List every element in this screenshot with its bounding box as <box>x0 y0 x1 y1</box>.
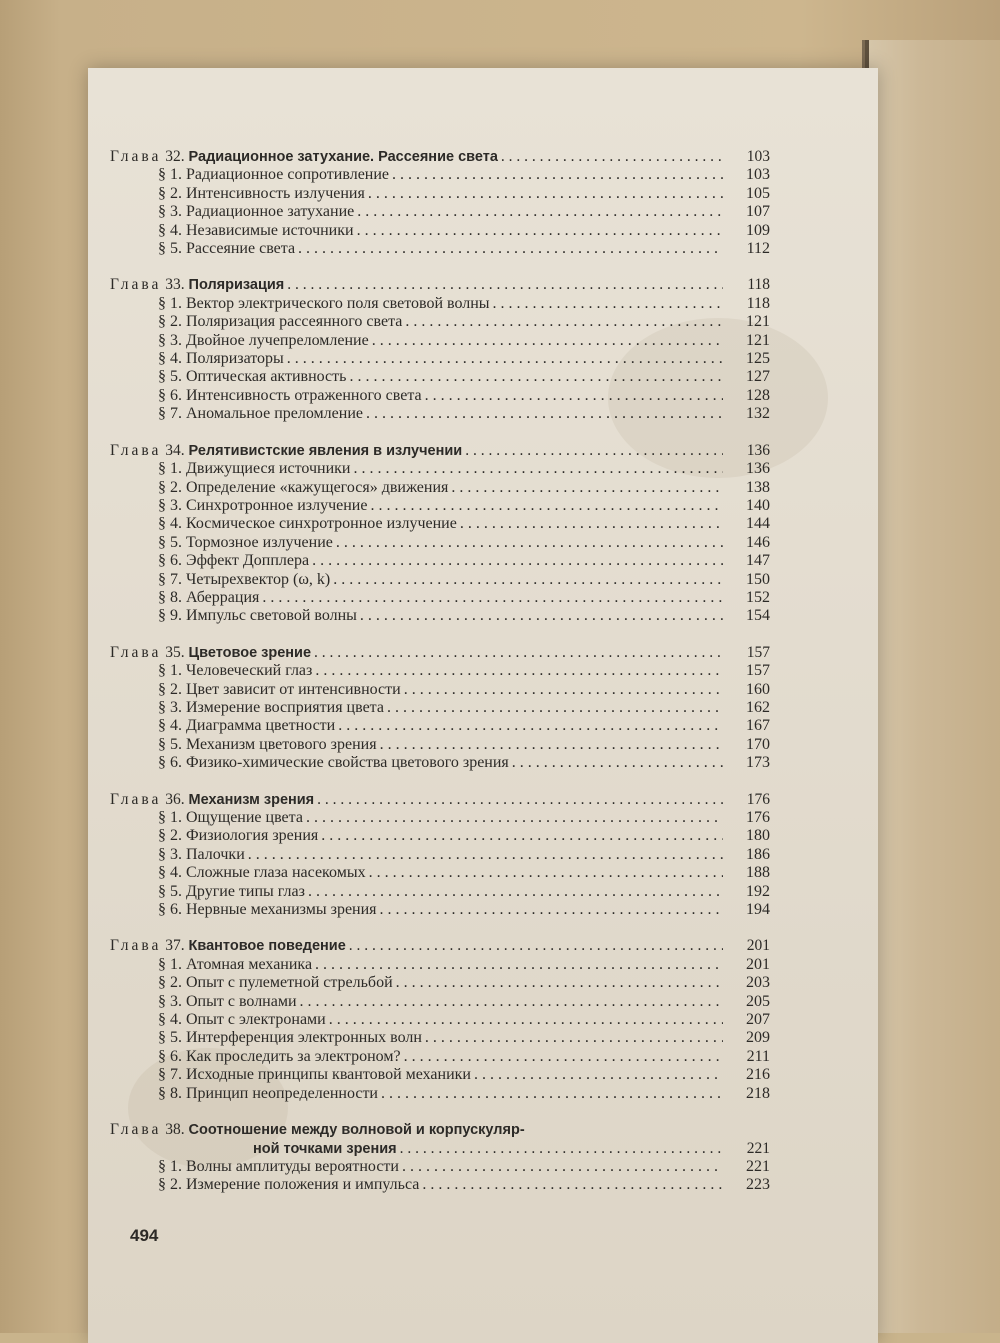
section-entry <box>110 405 770 423</box>
chapter-title: Цветовое зрение <box>188 644 312 661</box>
chapter-word: Глава <box>110 441 162 459</box>
section-title: Аномальное преломление <box>186 405 363 423</box>
section-page: 152 <box>746 588 770 606</box>
section-entry <box>110 662 770 680</box>
section-title: Импульс световой волны <box>186 607 357 625</box>
section-entry <box>110 222 770 240</box>
section-sign: § 4. <box>158 717 182 735</box>
chapter-block <box>110 442 770 626</box>
chapter-heading-continued <box>110 1140 770 1158</box>
section-entry <box>110 460 770 478</box>
leader-dots <box>370 497 723 515</box>
leader-dots <box>298 240 723 258</box>
section-title: Человеческий глаз <box>186 662 313 680</box>
section-title: Рассеяние света <box>186 240 296 258</box>
section-entry <box>110 1176 770 1194</box>
section-title: Атомная механика <box>186 955 313 973</box>
section-entry <box>110 827 770 845</box>
section-sign: § 2. <box>158 827 182 845</box>
chapter-heading <box>110 644 770 662</box>
chapter-title: Радиационное затухание. Рассеяние света <box>188 149 498 165</box>
section-entry <box>110 185 770 203</box>
leader-dots <box>392 166 723 184</box>
section-entry <box>110 883 770 901</box>
section-entry <box>110 350 770 368</box>
section-entry <box>110 1066 770 1084</box>
section-title: Измерение восприятия цвета <box>186 698 384 716</box>
section-title: Поляризаторы <box>186 350 284 368</box>
section-page: 136 <box>746 460 770 478</box>
leader-dots <box>396 974 723 992</box>
leader-dots <box>312 552 723 570</box>
section-page: 140 <box>746 496 770 514</box>
leader-dots <box>422 1176 723 1194</box>
section-sign: § 1. <box>158 294 182 312</box>
section-title: Оптическая активность <box>186 368 347 386</box>
section-sign: § 2. <box>158 313 182 331</box>
section-entry <box>110 1011 770 1029</box>
section-page: 209 <box>746 1029 770 1047</box>
section-title: Как проследить за электроном? <box>186 1047 401 1065</box>
chapter-title-line2: ной точками зрения <box>253 1140 397 1157</box>
leader-dots <box>336 534 723 552</box>
section-title: Интенсивность отраженного света <box>186 386 422 404</box>
chapter-number: 32. <box>165 148 185 165</box>
leader-dots <box>329 1011 723 1029</box>
section-sign: § 2. <box>158 974 182 992</box>
chapter-page: 176 <box>746 790 770 808</box>
section-sign: § 4. <box>158 515 182 533</box>
section-page: 221 <box>746 1157 770 1175</box>
leader-dots <box>501 148 723 166</box>
chapter-number: 36. <box>165 790 185 808</box>
section-title: Аберрация <box>186 588 260 606</box>
section-entry <box>110 166 770 184</box>
section-page: 107 <box>746 203 770 221</box>
page-number: 494 <box>130 1226 159 1245</box>
section-page: 160 <box>746 680 770 698</box>
section-sign: § 1. <box>158 166 182 184</box>
leader-dots <box>287 276 723 294</box>
chapter-page: 201 <box>746 937 770 955</box>
section-entry <box>110 699 770 717</box>
section-sign: § 1. <box>158 955 182 973</box>
section-page: 150 <box>746 570 770 588</box>
leader-dots <box>512 754 723 772</box>
chapter-heading <box>110 442 770 460</box>
section-entry <box>110 1158 770 1176</box>
section-entry <box>110 552 770 570</box>
section-sign: § 5. <box>158 368 182 386</box>
section-sign: § 1. <box>158 1157 182 1175</box>
leader-dots <box>380 901 723 919</box>
section-sign: § 6. <box>158 1047 182 1065</box>
leader-dots <box>349 937 723 955</box>
section-page: 173 <box>746 754 770 772</box>
section-page: 103 <box>746 166 770 184</box>
leader-dots <box>338 717 723 735</box>
section-sign: § 4. <box>158 1011 182 1029</box>
chapter-title: Механизм зрения <box>188 791 315 808</box>
section-title: Диаграмма цветности <box>186 717 336 735</box>
chapter-heading <box>110 937 770 955</box>
section-entry <box>110 864 770 882</box>
section-sign: § 2. <box>158 1176 182 1194</box>
chapter-page: 136 <box>746 441 770 459</box>
section-sign: § 6. <box>158 754 182 772</box>
leader-dots <box>353 460 723 478</box>
leader-dots <box>317 791 723 809</box>
section-entry <box>110 681 770 699</box>
leader-dots <box>308 883 723 901</box>
section-sign: § 1. <box>158 662 182 680</box>
section-title: Опыт с волнами <box>186 992 297 1010</box>
section-page: 180 <box>746 827 770 845</box>
leader-dots <box>425 387 723 405</box>
section-page: 218 <box>746 1084 770 1102</box>
leader-dots <box>306 809 723 827</box>
next-page-edge <box>862 40 1000 1333</box>
section-page: 118 <box>746 294 770 312</box>
chapter-heading <box>110 276 770 294</box>
section-page: 203 <box>746 974 770 992</box>
section-entry <box>110 956 770 974</box>
section-entry <box>110 313 770 331</box>
leader-dots <box>400 1140 723 1158</box>
leader-dots <box>381 1085 723 1103</box>
section-entry <box>110 515 770 533</box>
section-entry <box>110 717 770 735</box>
chapter-heading <box>110 791 770 809</box>
chapter-page: 103 <box>746 148 770 165</box>
section-sign: § 8. <box>158 588 182 606</box>
section-sign: § 2. <box>158 478 182 496</box>
section-title: Физико-химические свойства цветового зрения <box>186 754 509 772</box>
section-entry <box>110 479 770 497</box>
section-sign: § 3. <box>158 992 182 1010</box>
chapter-word: Глава <box>110 1121 162 1139</box>
section-title: Четырехвектор (ω, k) <box>186 570 331 588</box>
section-page: 162 <box>746 698 770 716</box>
section-sign: § 1. <box>158 809 182 826</box>
section-page: 121 <box>746 313 770 331</box>
section-sign: § 3. <box>158 845 182 863</box>
section-page: 170 <box>746 735 770 753</box>
leader-dots <box>474 1066 723 1084</box>
leader-dots <box>314 644 723 662</box>
section-page: 109 <box>746 221 770 239</box>
section-page: 121 <box>746 331 770 349</box>
section-entry <box>110 974 770 992</box>
section-page: 132 <box>746 405 770 423</box>
section-entry <box>110 607 770 625</box>
section-title: Вектор электрического поля световой волны <box>186 294 490 312</box>
section-entry <box>110 1029 770 1047</box>
section-page: 157 <box>746 662 770 680</box>
section-title: Волны амплитуды вероятности <box>186 1157 399 1175</box>
chapter-block <box>110 644 770 773</box>
section-title: Поляризация рассеянного света <box>186 313 403 331</box>
leader-dots <box>369 864 723 882</box>
leader-dots <box>402 1158 723 1176</box>
leader-dots <box>287 350 723 368</box>
chapter-word: Глава <box>110 148 162 165</box>
section-title: Радиационное затухание <box>186 203 355 221</box>
leader-dots <box>425 1029 723 1047</box>
leader-dots <box>405 313 723 331</box>
section-entry <box>110 901 770 919</box>
chapter-block <box>110 276 770 423</box>
section-entry <box>110 1085 770 1103</box>
table-of-contents <box>110 148 770 1213</box>
section-title: Исходные принципы квантовой механики <box>186 1066 471 1084</box>
section-sign: § 3. <box>158 496 182 514</box>
section-title: Механизм цветового зрения <box>186 735 377 753</box>
leader-dots <box>349 368 723 386</box>
section-sign: § 5. <box>158 533 182 551</box>
section-sign: § 4. <box>158 350 182 368</box>
leader-dots <box>380 736 723 754</box>
section-title: Тормозное излучение <box>186 533 333 551</box>
section-sign: § 5. <box>158 1029 182 1047</box>
section-title: Физиология зрения <box>186 827 319 845</box>
section-entry <box>110 1048 770 1066</box>
leader-dots <box>387 699 723 717</box>
section-page: 211 <box>746 1047 770 1065</box>
section-sign: § 2. <box>158 680 182 698</box>
section-sign: § 3. <box>158 203 182 221</box>
chapter-page: 221 <box>746 1139 770 1157</box>
section-title: Синхротронное излучение <box>186 496 368 514</box>
section-title: Определение «кажущегося» движения <box>186 478 449 496</box>
section-page: 176 <box>746 809 770 826</box>
section-sign: § 7. <box>158 570 182 588</box>
chapter-page: 157 <box>746 643 770 661</box>
chapter-word: Глава <box>110 937 162 955</box>
section-title: Цвет зависит от интенсивности <box>186 680 401 698</box>
chapter-word: Глава <box>110 790 162 808</box>
section-entry <box>110 846 770 864</box>
section-entry <box>110 589 770 607</box>
section-title: Ощущение цвета <box>186 809 303 826</box>
section-entry <box>110 809 770 827</box>
leader-dots <box>315 662 723 680</box>
chapter-block <box>110 937 770 1103</box>
section-title: Опыт с электронами <box>186 1011 326 1029</box>
chapter-number: 35. <box>165 643 185 661</box>
section-title: Принцип неопределенности <box>186 1084 378 1102</box>
section-page: 216 <box>746 1066 770 1084</box>
section-sign: § 7. <box>158 405 182 423</box>
chapter-page: 118 <box>747 276 770 294</box>
section-title: Другие типы глаз <box>186 882 305 900</box>
chapter-title: Поляризация <box>188 277 285 294</box>
leader-dots <box>333 571 723 589</box>
section-title: Нервные механизмы зрения <box>186 901 377 919</box>
section-title: Эффект Допплера <box>186 552 310 570</box>
leader-dots <box>357 203 723 221</box>
chapter-word: Глава <box>110 276 162 294</box>
section-title: Опыт с пулеметной стрельбой <box>186 974 393 992</box>
section-page: 154 <box>746 607 770 625</box>
section-entry <box>110 736 770 754</box>
section-page: 127 <box>746 368 770 386</box>
leader-dots <box>321 827 723 845</box>
section-entry <box>110 240 770 258</box>
section-sign: § 5. <box>158 735 182 753</box>
section-page: 128 <box>746 386 770 404</box>
section-title: Измерение положения и импульса <box>186 1176 420 1194</box>
chapter-block <box>110 148 770 258</box>
chapter-heading <box>110 1121 770 1139</box>
section-sign: § 3. <box>158 331 182 349</box>
leader-dots <box>404 1048 723 1066</box>
section-sign: § 4. <box>158 221 182 239</box>
section-title: Двойное лучепреломление <box>186 331 369 349</box>
section-title: Радиационное сопротивление <box>186 166 390 184</box>
section-entry <box>110 571 770 589</box>
chapter-block <box>110 1121 770 1195</box>
section-page: 138 <box>746 478 770 496</box>
section-entry <box>110 368 770 386</box>
section-sign: § 1. <box>158 460 182 478</box>
leader-dots <box>451 479 723 497</box>
leader-dots <box>315 956 723 974</box>
section-sign: § 9. <box>158 607 182 625</box>
section-page: 201 <box>746 955 770 973</box>
section-page: 112 <box>746 240 770 258</box>
section-page: 192 <box>746 882 770 900</box>
section-page: 147 <box>746 552 770 570</box>
chapter-number: 38. <box>165 1121 185 1139</box>
section-sign: § 7. <box>158 1066 182 1084</box>
section-entry <box>110 754 770 772</box>
section-entry <box>110 497 770 515</box>
leader-dots <box>366 405 723 423</box>
section-page: 167 <box>746 717 770 735</box>
section-page: 223 <box>746 1176 770 1194</box>
chapter-heading <box>110 148 770 166</box>
section-title: Интенсивность излучения <box>186 184 365 202</box>
section-page: 105 <box>746 184 770 202</box>
section-entry <box>110 387 770 405</box>
section-page: 186 <box>746 845 770 863</box>
section-page: 125 <box>746 350 770 368</box>
section-title: Интерференция электронных волн <box>186 1029 422 1047</box>
section-title: Сложные глаза насекомых <box>186 864 366 882</box>
section-page: 207 <box>746 1011 770 1029</box>
section-sign: § 6. <box>158 552 182 570</box>
chapter-title: Квантовое поведение <box>188 938 346 955</box>
section-entry <box>110 332 770 350</box>
leader-dots <box>368 185 723 203</box>
chapter-number: 33. <box>165 276 185 294</box>
section-entry <box>110 534 770 552</box>
chapter-block <box>110 791 770 920</box>
chapter-number: 37. <box>165 937 185 955</box>
chapter-word: Глава <box>110 643 162 661</box>
chapter-title: Релятивистские явления в излучении <box>188 442 463 459</box>
section-sign: § 8. <box>158 1084 182 1102</box>
section-entry <box>110 295 770 313</box>
section-page: 194 <box>746 901 770 919</box>
section-sign: § 4. <box>158 864 182 882</box>
section-title: Движущиеся источники <box>186 460 351 478</box>
section-sign: § 5. <box>158 240 182 258</box>
leader-dots <box>360 607 723 625</box>
section-page: 188 <box>746 864 770 882</box>
leader-dots <box>300 993 723 1011</box>
leader-dots <box>262 589 723 607</box>
section-title: Космическое синхротронное излучение <box>186 515 457 533</box>
section-sign: § 3. <box>158 698 182 716</box>
section-sign: § 5. <box>158 882 182 900</box>
leader-dots <box>493 295 723 313</box>
section-entry <box>110 993 770 1011</box>
section-sign: § 6. <box>158 901 182 919</box>
leader-dots <box>248 846 723 864</box>
chapter-title: Соотношение между волновой и корпускуляр- <box>188 1122 525 1139</box>
leader-dots <box>460 515 723 533</box>
section-sign: § 2. <box>158 184 182 202</box>
section-entry <box>110 203 770 221</box>
leader-dots <box>357 222 723 240</box>
leader-dots <box>404 681 723 699</box>
chapter-number: 34. <box>165 441 185 459</box>
section-title: Независимые источники <box>186 221 354 239</box>
leader-dots <box>372 332 723 350</box>
section-sign: § 6. <box>158 386 182 404</box>
leader-dots <box>465 442 723 460</box>
section-title: Палочки <box>186 845 245 863</box>
section-page: 146 <box>746 533 770 551</box>
section-page: 144 <box>746 515 770 533</box>
section-page: 205 <box>746 992 770 1010</box>
